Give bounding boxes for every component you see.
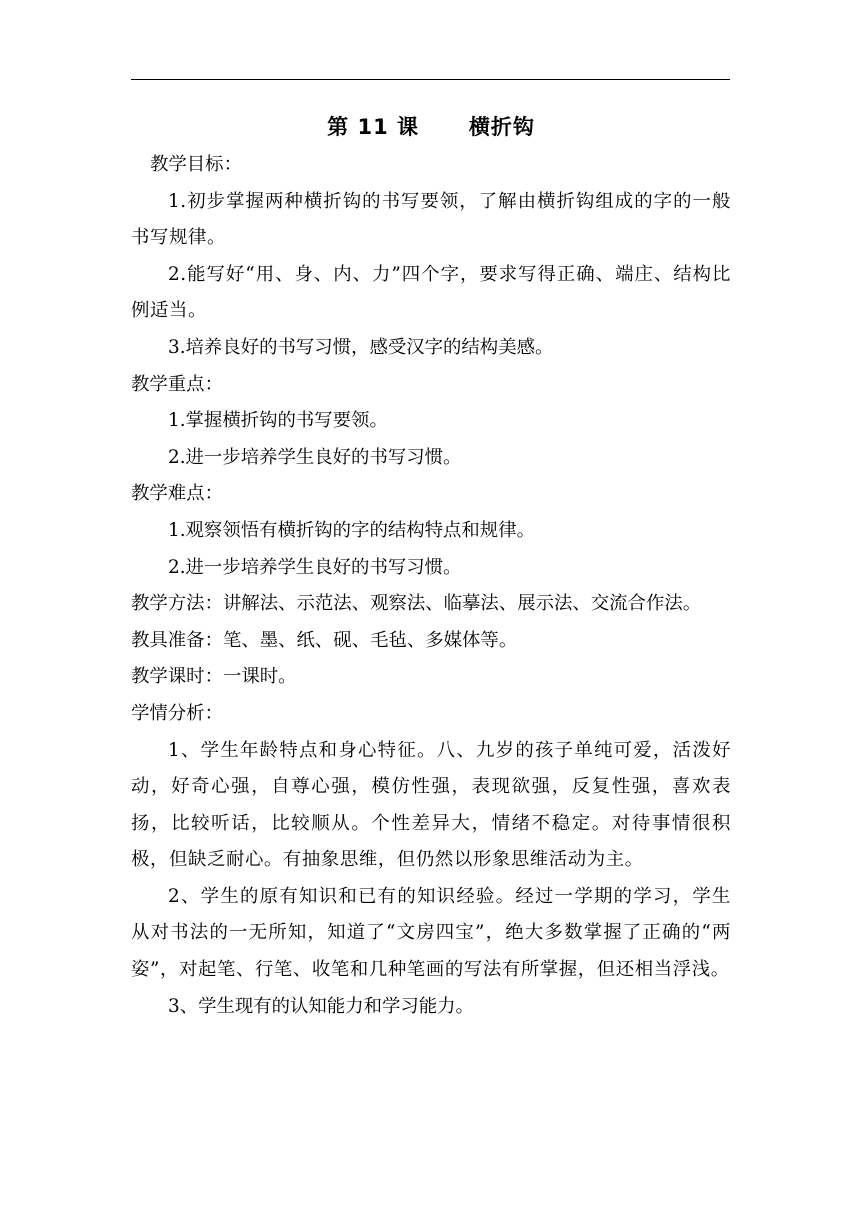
teaching-hours: 教学课时：一课时。	[131, 666, 297, 688]
lesson-title: 第 11 课 横折钩	[327, 115, 535, 139]
key-point-item: 2.进一步培养学生良好的书写习惯。	[168, 446, 462, 468]
header-rule	[131, 79, 730, 80]
objectives-heading: 教学目标：	[150, 154, 242, 175]
document-body	[131, 107, 731, 1025]
analysis-heading: 学情分析：	[131, 702, 223, 724]
key-points-heading: 教学重点：	[131, 373, 223, 395]
analysis-item: 1、学生年龄特点和身心特征。八、九岁的孩子单纯可爱，活泼好动，好奇心强，自尊心强，模仿性强，表现欲强，反复性强，喜欢表扬，比较听话，比较顺从。个性差异大，情绪不稳定。对待事情很积极，但缺乏耐心。有抽象思维，但仍然以形象思维活动为主。	[131, 739, 731, 871]
difficulty-item: 2.进一步培养学生良好的书写习惯。	[168, 556, 462, 578]
difficulty-item: 1.观察领悟有横折钩的字的结构特点和规律。	[168, 519, 535, 541]
teaching-methods: 教学方法：讲解法、示范法、观察法、临摹法、展示法、交流合作法。	[131, 593, 702, 615]
analysis-item: 2、学生的原有知识和已有的知识经验。经过一学期的学习，学生从对书法的一无所知，知道了“文房四宝”，绝大多数掌握了正确的“两姿”，对起笔、行笔、收笔和几种笔画的写法有所掌握，但还相当浮浅。	[131, 885, 731, 981]
key-point-item: 1.掌握横折钩的书写要领。	[168, 410, 388, 432]
difficulties-heading: 教学难点：	[131, 483, 223, 505]
teaching-tools: 教具准备：笔、墨、纸、砚、毛毡、多媒体等。	[131, 629, 518, 651]
objective-item: 1.初步掌握两种横折钩的书写要领，了解由横折钩组成的字的一般书写规律。	[131, 190, 731, 249]
objective-item: 3.培养良好的书写习惯，感受汉字的结构美感。	[168, 336, 554, 358]
analysis-item: 3、学生现有的认知能力和学习能力。	[168, 995, 474, 1017]
objective-item: 2.能写好“用、身、内、力”四个字，要求写得正确、端庄、结构比例适当。	[131, 263, 731, 322]
